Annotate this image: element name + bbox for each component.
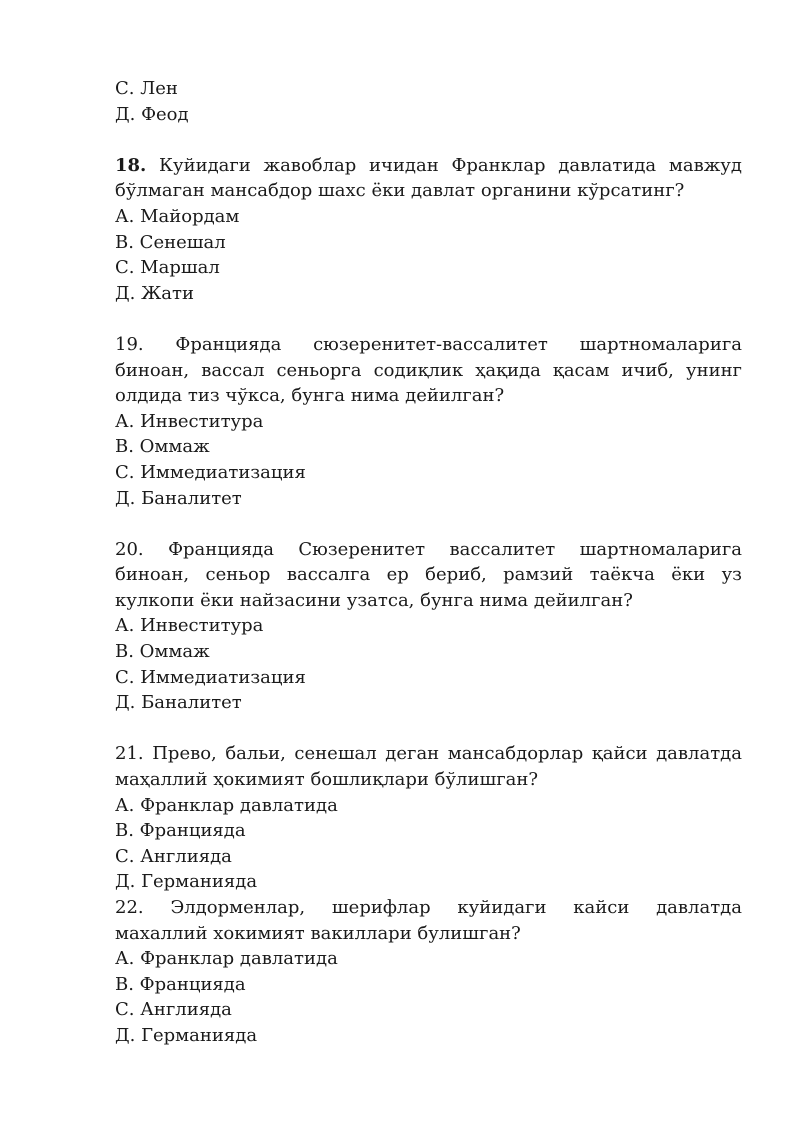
question-text-line: биноан, сеньор вассалга ер бериб, рамзий таёкча ёки уз [115, 564, 742, 586]
question-text: Куйидаги жавоблар ичидан Франклар давлатида мавжуд [159, 154, 742, 176]
question-number: 22. [115, 897, 144, 918]
spacer [115, 306, 742, 332]
option-d: Д. Германияда [115, 1024, 258, 1046]
question-number: 18. [115, 154, 147, 176]
option-a: А. Майордам [115, 205, 240, 227]
option-d: Д. Германияда [115, 871, 258, 893]
option-c: С. Англияда [115, 845, 232, 867]
question-text-line: бўлмаган мансабдор шахс ёки давлат органини кўрсатинг? [115, 180, 685, 202]
option-c: С. Иммедиатизация [115, 666, 306, 688]
question-20 [115, 537, 742, 716]
question-text-line [115, 153, 742, 179]
option-c: С. Иммедиатизация [115, 461, 306, 483]
question-text: Элдорменлар, шерифлар куйидаги кайси давлатда [170, 897, 742, 918]
spacer [115, 511, 742, 537]
option-b: В. Францияда [115, 820, 246, 842]
question-text-line: олдида тиз чўкса, бунга нима дейилган? [115, 385, 505, 407]
question-text-line [115, 332, 742, 358]
question-19 [115, 332, 742, 511]
option-d: Д. Феод [115, 103, 189, 125]
question-text: Францияда сюзеренитет-вассалитет шартномаларига [175, 333, 742, 355]
question-text: Францияда Сюзеренитет вассалитет шартномаларига [168, 538, 742, 560]
question-number: 20. [115, 538, 144, 560]
question-21 [115, 741, 742, 895]
option-d: Д. Баналитет [115, 487, 242, 509]
question-text-line: биноан, вассал сеньорга содиқлик ҳақида қасам ичиб, унинг [115, 359, 742, 381]
option-b: В. Сенешал [115, 231, 226, 253]
option-b: В. Оммаж [115, 641, 210, 663]
question-18 [115, 153, 742, 307]
option-a: А. Франклар давлатида [115, 794, 338, 816]
option-b: В. Оммаж [115, 436, 210, 458]
spacer [115, 716, 742, 742]
question-text-line [115, 537, 742, 563]
spacer [115, 127, 742, 153]
document-page [115, 76, 742, 1049]
question-22 [115, 895, 742, 1049]
question-text: Прево, бальи, сенешал деган мансабдорлар қайси давлатда [152, 743, 742, 765]
option-c: С. Лен [115, 78, 178, 99]
option-b: В. Францияда [115, 973, 246, 995]
question-text-line: кулкопи ёки найзасини узатса, бунга нима дейилган? [115, 589, 633, 611]
option-a: А. Инвеститура [115, 615, 264, 637]
option-a: А. Франклар давлатида [115, 948, 338, 970]
question-text-line: махаллий хокимият вакиллари булишган? [115, 922, 521, 944]
question-number: 21. [115, 743, 144, 765]
question-number: 19. [115, 333, 144, 355]
question-text-line [115, 741, 742, 767]
option-a: А. Инвеститура [115, 410, 264, 432]
question-text-line: маҳаллий ҳокимият бошлиқлари бўлишган? [115, 769, 539, 791]
option-d: Д. Жати [115, 282, 194, 304]
question-text-line [115, 895, 742, 921]
option-c: С. Англияда [115, 999, 232, 1021]
option-c: С. Маршал [115, 257, 220, 279]
option-d: Д. Баналитет [115, 692, 242, 714]
